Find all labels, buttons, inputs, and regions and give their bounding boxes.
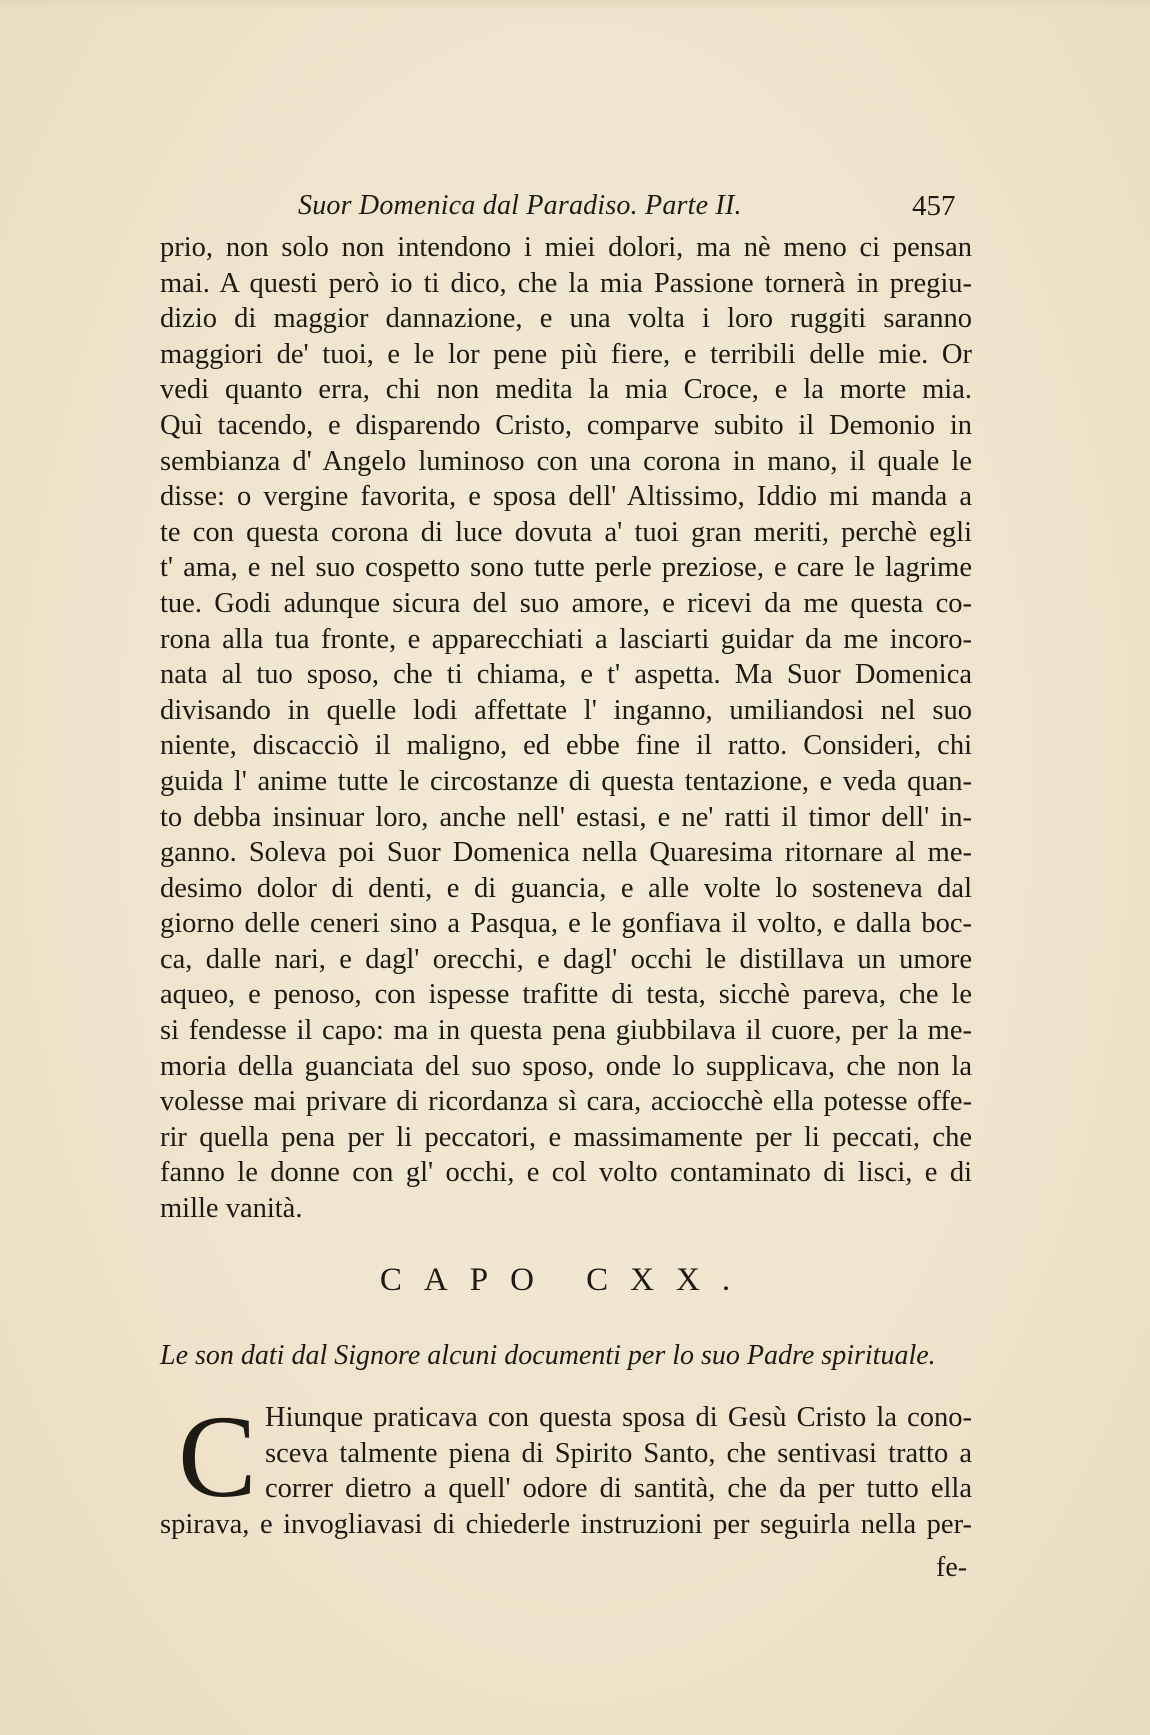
text-line: mille vanità.	[160, 1193, 303, 1225]
text-line: rir quella pena per li peccatori, e massimamente per li peccati, che	[160, 1121, 972, 1153]
drop-cap: C	[178, 1391, 257, 1522]
text-line: moria della guanciata del suo sposo, onde lo supplicava, che non la	[160, 1050, 972, 1082]
text-line: dizio di maggior dannazione, e una volta i loro ruggiti saranno	[160, 303, 972, 335]
text-line: guida l' anime tutte le circostanze di questa tentazione, e veda quan-	[160, 765, 972, 797]
text-line: fanno le donne con gl' occhi, e col volto contaminato di lisci, e di	[160, 1157, 972, 1189]
text-line: prio, non solo non intendono i miei dolori, ma nè meno ci pensan	[160, 232, 972, 263]
text-line: maggiori de' tuoi, e le lor pene più fiere, e terribili delle mie. Or	[160, 338, 972, 370]
text-line: to debba insinuar loro, anche nell' estasi, e ne' ratti il timor dell' in-	[160, 801, 972, 833]
text-line: ganno. Soleva poi Suor Domenica nella Quaresima ritornare al me-	[160, 837, 972, 869]
text-line: desimo dolor di denti, e di guancia, e alle volte lo sosteneva dal	[160, 872, 972, 904]
text-line: niente, discacciò il maligno, ed ebbe fine il ratto. Consideri, chi	[160, 730, 972, 762]
text-line: nata al tuo sposo, che ti chiama, e t' aspetta. Ma Suor Domenica	[160, 659, 972, 691]
text-line: sceva talmente piena di Spirito Santo, che sentivasi tratto a	[265, 1437, 972, 1469]
chapter-text	[160, 1391, 972, 1542]
text-line: ca, dalle nari, e dagl' orecchi, e dagl' occhi le distillava un umore	[160, 943, 972, 975]
text-line: divisando in quelle lodi affettate l' inganno, umiliandosi nel suo	[160, 694, 972, 726]
page-number: 457	[912, 190, 956, 222]
running-title: Suor Domenica dal Paradiso. Parte II.	[298, 190, 742, 221]
text-line: sembianza d' Angelo luminoso con una corona in mano, il quale le	[160, 445, 972, 477]
running-head	[160, 190, 980, 230]
text-line: te con questa corona di luce dovuta a' tuoi gran meriti, perchè egli	[160, 516, 972, 548]
catchword: fe-	[936, 1552, 968, 1583]
text-line: aqueo, e penoso, con ispesse trafitte di testa, sicchè pareva, che le	[160, 979, 972, 1011]
text-line: spirava, e invogliavasi di chiederle instruzioni per seguirla nella per-	[160, 1508, 972, 1540]
chapter-summary: Le son dati dal Signore alcuni documenti per lo suo Padre spirituale.	[160, 1340, 936, 1371]
chapter-heading: CAPO CXX.	[379, 1262, 753, 1298]
text-line: mai. A questi però io ti dico, che la mia Passione tornerà in pregiu-	[160, 267, 972, 299]
text-line: t' ama, e nel suo cospetto sono tutte perle preziose, e care le lagrime	[160, 552, 972, 584]
text-line: volesse mai privare di ricordanza sì cara, acciocchè ella potesse offe-	[160, 1086, 972, 1118]
text-line: Hiunque praticava con questa sposa di Gesù Cristo la cono-	[265, 1402, 972, 1433]
text-line: tue. Godi adunque sicura del suo amore, e ricevi da me questa co-	[160, 587, 972, 619]
text-line: correr dietro a quell' odore di santità, che da per tutto ella	[265, 1473, 972, 1505]
page-edge	[0, 0, 1150, 10]
text-line: disse: o vergine favorita, e sposa dell' Altissimo, Iddio mi manda a	[160, 481, 972, 513]
text-line: si fendesse il capo: ma in questa pena giubbilava il cuore, per la me-	[160, 1015, 972, 1047]
text-line: Quì tacendo, e disparendo Cristo, comparve subito il Demonio in	[160, 409, 972, 441]
body-text	[160, 230, 972, 1227]
text-line: rona alla tua fronte, e apparecchiati a lasciarti guidar da me incoro-	[160, 623, 972, 655]
text-line: giorno delle ceneri sino a Pasqua, e le gonfiava il volto, e dalla boc-	[160, 908, 972, 940]
text-line: vedi quanto erra, chi non medita la mia Croce, e la morte mia.	[160, 374, 972, 406]
